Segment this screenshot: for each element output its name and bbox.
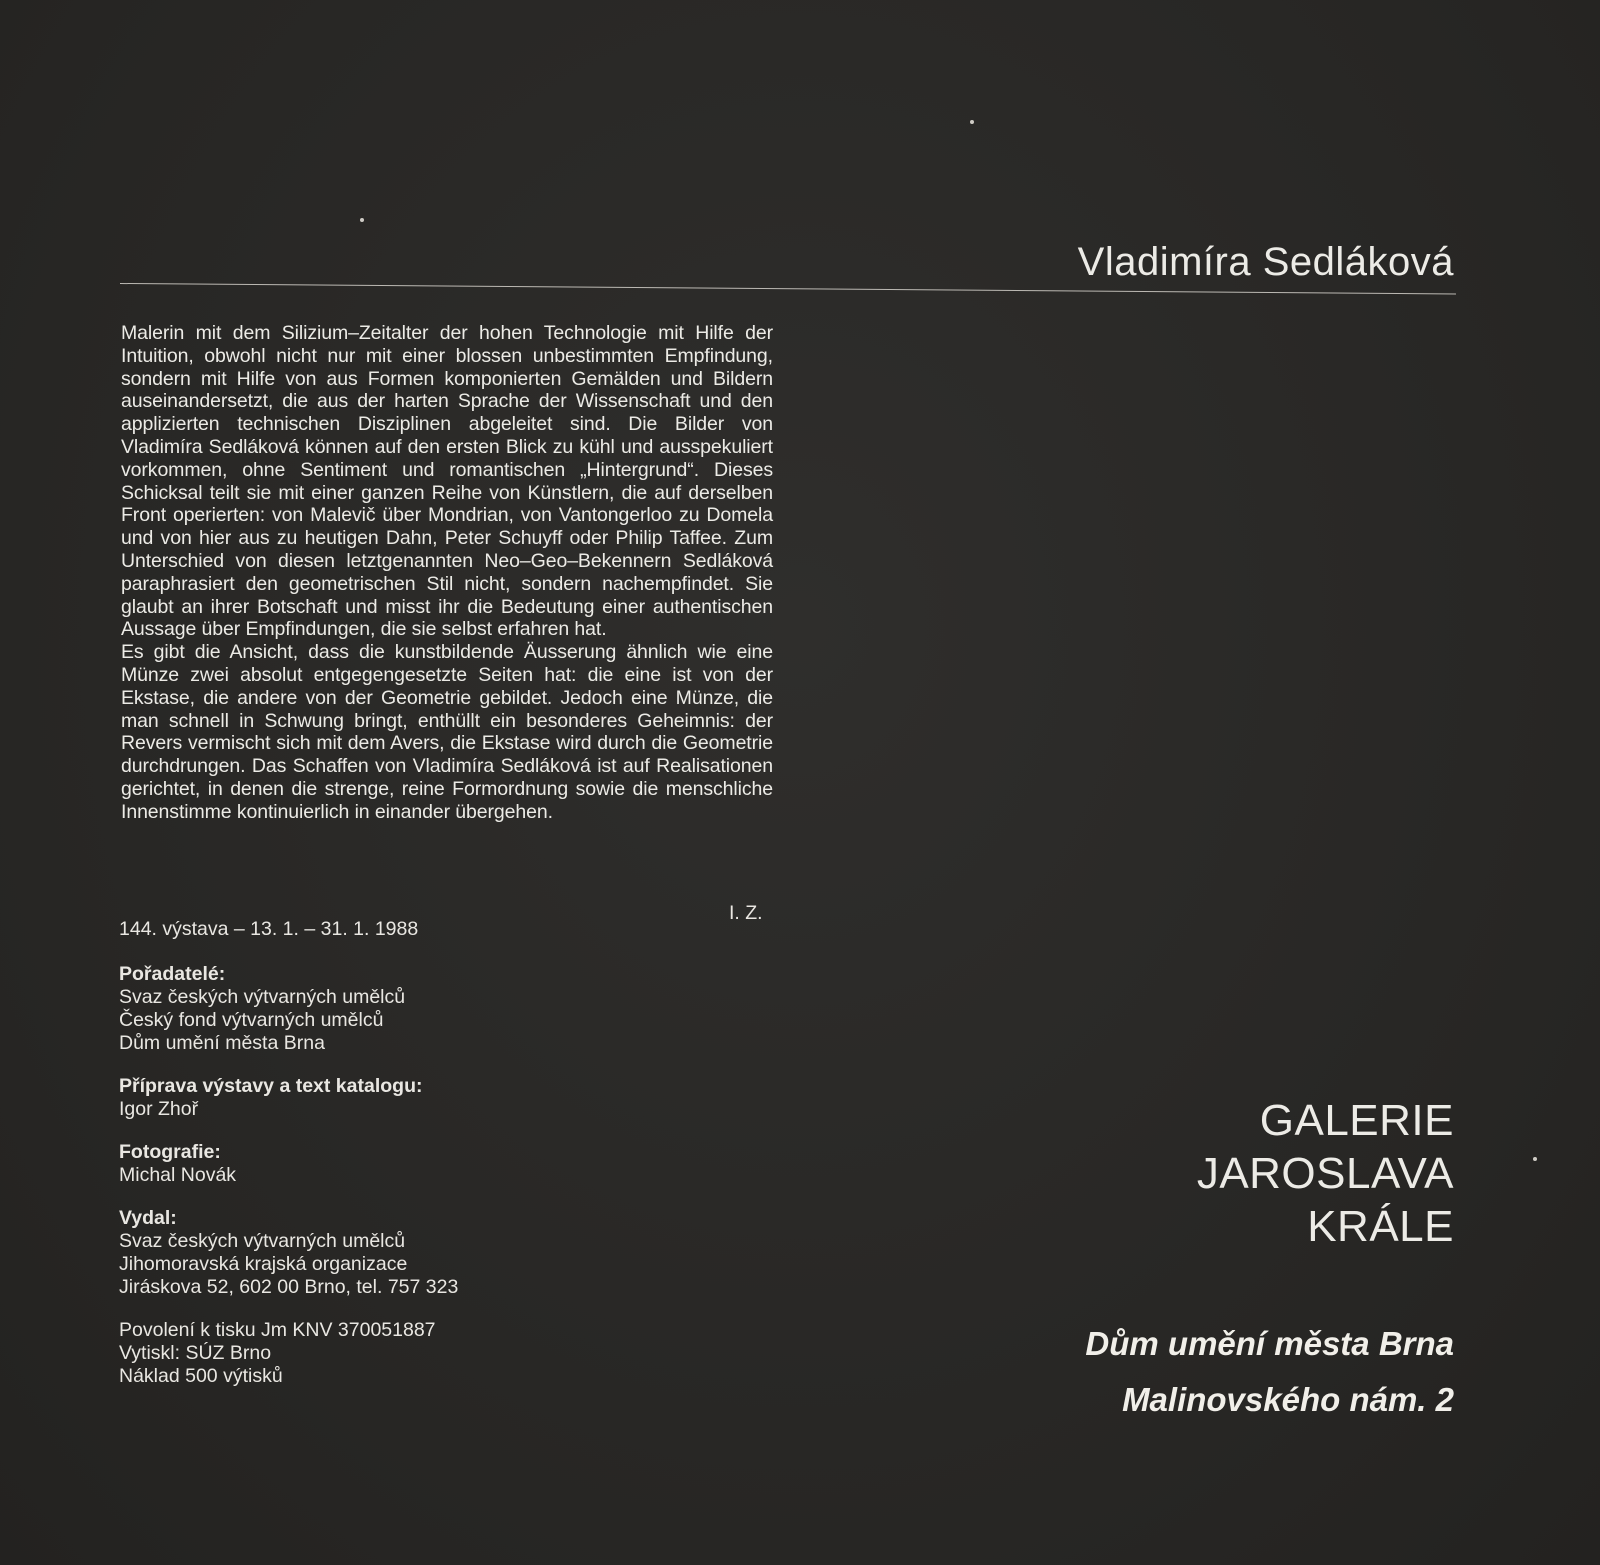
publisher-line: Jihomoravská krajská organizace — [119, 1253, 408, 1275]
exhibition-info: 144. výstava – 13. 1. – 31. 1. 1988 — [119, 918, 419, 940]
venue-address — [1085, 1316, 1454, 1428]
credits — [119, 963, 739, 1408]
gallery-name — [1197, 1094, 1454, 1253]
publisher-line: Svaz českých výtvarných umělců — [119, 1230, 406, 1252]
organizers-block — [119, 963, 739, 1055]
organizer-line: Dům umění města Brna — [119, 1032, 325, 1054]
essay-text — [121, 322, 773, 824]
printing-line: Vytiskl: SÚZ Brno — [119, 1342, 272, 1364]
organizer-line: Svaz českých výtvarných umělců — [119, 986, 406, 1008]
author-name: Vladimíra Sedláková — [1077, 240, 1454, 284]
venue-line: Dům umění města Brna — [1085, 1325, 1454, 1362]
gallery-line: KRÁLE — [1307, 1202, 1454, 1251]
publisher-block — [119, 1207, 739, 1299]
paper-speck — [970, 120, 974, 124]
photo-title: Fotografie: — [119, 1141, 221, 1163]
preparation-title: Příprava výstavy a text katalogu: — [119, 1075, 423, 1097]
printing-line: Náklad 500 výtisků — [119, 1365, 283, 1387]
essay-paragraph-1: Malerin mit dem Silizium–Zeitalter der hohen Technologie mit Hilfe der Intuition, obwohl nicht nur mit einer blossen unbestimmten Empfindung, sondern mit Hilfe von aus Formen komponierten Gemälden und Bildern auseinandersetzt, die aus der harten Sprache der Wissenschaft und den applizierten technischen Disziplinen abgeleitet sind. Die Bilder von Vladimíra Sedláková können auf den ersten Blick zu kühl und ausspekuliert vorkommen, ohne Sentiment und romantischen „Hintergrund“. Dieses Schicksal teilt sie mit einer ganzen Reihe von Künstlern, die auf derselben Front operierten: von Malevič über Mondrian, von Vantongerloo zu Domela und von hier aus zu heutigen Dahn, Peter Schuyff oder Philip Taffee. Zum Unterschied von diesen letztgenannten Neo–Geo–Bekennern Sedláková paraphrasiert den geometrischen Stil nicht, sondern nachempfindet. Sie glaubt an ihrer Botschaft und misst ihr die Bedeutung einer authentischen Aussage über Empfindungen, die sie selbst erfahren hat. — [121, 322, 773, 641]
essay-paragraph-2: Es gibt die Ansicht, dass die kunstbildende Äusserung ähnlich wie eine Münze zwei absolut entgegengesetzte Seiten hat: die eine ist von der Ekstase, die andere von der Geometrie gebildet. Jedoch eine Münze, die man schnell in Schwung bringt, enthüllt ein besonderes Geheimnis: der Revers vermischt sich mit dem Avers, die Ekstase wird durch die Geometrie durchdrungen. Das Schaffen von Vladimíra Sedláková ist auf Realisationen gerichtet, in denen die strenge, reine Formordnung sowie die menschliche Innenstimme kontinuierlich in einander übergehen. — [121, 641, 773, 823]
publisher-line: Jiráskova 52, 602 00 Brno, tel. 757 323 — [119, 1276, 459, 1298]
gallery-line: GALERIE — [1259, 1096, 1454, 1145]
preparation-block — [119, 1075, 739, 1121]
organizer-line: Český fond výtvarných umělců — [119, 1009, 384, 1031]
paper-speck — [1533, 1157, 1537, 1161]
printing-line: Povolení k tisku Jm KNV 370051887 — [119, 1319, 436, 1341]
photo-block — [119, 1141, 739, 1187]
organizers-title: Pořadatelé: — [119, 963, 226, 985]
gallery-line: JAROSLAVA — [1196, 1149, 1454, 1198]
author-initials: I. Z. — [729, 902, 763, 924]
venue-line: Malinovského nám. 2 — [1122, 1381, 1454, 1418]
photo-name: Michal Novák — [119, 1164, 237, 1186]
paper-speck — [360, 218, 364, 222]
printing-block — [119, 1319, 739, 1388]
publisher-title: Vydal: — [119, 1207, 177, 1229]
preparation-name: Igor Zhoř — [119, 1098, 199, 1120]
